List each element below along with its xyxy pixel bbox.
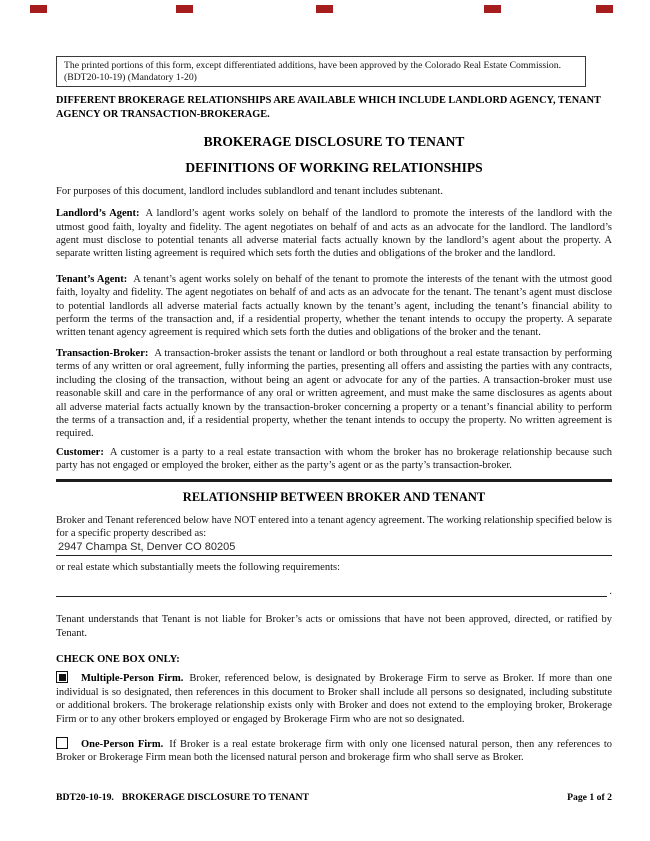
definition-transaction-broker [56,347,612,441]
trailing-period: . [609,586,612,598]
definition-landlords-agent [56,207,612,261]
page-footer [56,791,612,804]
definition-term: Transaction-Broker: [56,347,149,359]
liability-statement: Tenant understands that Tenant is not liable for Broker’s acts or omissions that have not been approved, directed, or ratified by Tenant. [56,614,612,639]
section-divider [56,479,612,482]
definition-text: A transaction-broker assists the tenant or landlord or both throughout a real estate transaction by performing terms of any written or oral agreement, fully informing the parties, presenting all offers and assisting the parties with any contracts, including the closing of the transaction, without being an agent or advocate for any of the parties. A transaction-broker must use reasonable skill and care in the performance of any oral or written agreement, and must make the same disclosures as agents about all adverse material facts actually known by the transaction-broker concerning a property or a tenant’s financial ability to perform the terms of a transaction and, if a residential property, whether the tenant intends to occupy the property. No written agreement is required. [56,347,612,440]
property-address-value[interactable]: 2947 Champa St, Denver CO 80205 [58,540,236,553]
relationship-heading: RELATIONSHIP BETWEEN BROKER AND TENANT [182,489,486,504]
option-text: If Broker is a real estate brokerage firm with only one licensed natural person, then any references to Broker or Brokerage Firm mean both the licensed natural person and brokerage firm who shall serve as Broker. [56,739,613,764]
document-content [56,56,612,765]
definition-term: Landlord’s Agent: [56,208,140,220]
multiple-person-firm-option [56,671,612,726]
one-person-firm-option [56,737,612,765]
document-title: BROKERAGE DISCLOSURE TO TENANT [203,134,465,149]
requirements-row [56,583,612,597]
check-one-box-heading: CHECK ONE BOX ONLY: [56,653,180,665]
definition-term: Customer: [56,446,104,458]
commission-approval-box [56,56,586,87]
definition-text: A landlord’s agent works solely on behalf of the landlord to promote the interests of the landlord with the utmost good faith, loyalty and fidelity. The agent negotiates on behalf of and acts as an advocate for the landlord. The landlord’s agent must disclose to potential tenants all adverse material facts actually known by the landlord’s agent about the property. A separate written listing agreement is required which sets forth the duties and obligations of the broker and the landlord. [56,208,612,260]
definition-tenants-agent [56,273,612,340]
brokerage-relationships-notice: DIFFERENT BROKERAGE RELATIONSHIPS ARE AVAILABLE WHICH INCLUDE LANDLORD AGENCY, TENANT AGENCY OR TRANSACTION-BROKERAGE. [56,95,601,120]
requirements-field[interactable] [56,583,607,597]
definitions-heading: DEFINITIONS OF WORKING RELATIONSHIPS [185,160,483,176]
footer-page-number: Page 1 of 2 [567,792,612,803]
definition-term: Tenant’s Agent: [56,273,128,285]
property-description-field[interactable] [56,541,612,556]
option-label: Multiple-Person Firm. [81,673,184,685]
purpose-statement: For purposes of this document, landlord includes sublandlord and tenant includes subtenant. [56,185,443,197]
definition-text: A customer is a party to a real estate transaction with whom the broker has no brokerage relationship because such party has not engaged or employed the broker, either as the party’s agent or as the party’s transaction-broker. [56,446,612,472]
red-scan-artifact-mark [316,5,333,13]
definition-customer [56,446,612,473]
footer-form-code: BDT20-10-19. [56,792,114,803]
footer-form-reference [56,791,317,804]
multiple-person-firm-checkbox[interactable] [56,671,68,683]
definition-text: A tenant’s agent works solely on behalf of the tenant to promote the interests of the tenant with the utmost good faith, loyalty and fidelity. The agent negotiates on behalf of and acts as an advocate for the tenant. The tenant’s agent must disclose to potential landlords all adverse material facts actually known by the tenant’s agent, including the tenant’s financial ability to perform the terms of the transaction and, if a residential property, whether the tenant intends to occupy the property. A separate written tenant agency agreement is required which sets forth the duties and obligations of the broker and the tenant. [56,273,612,339]
one-person-firm-checkbox[interactable] [56,737,68,749]
relationship-intro: Broker and Tenant referenced below have NOT entered into a tenant agency agreement. The working relationship specified below is for a specific property described as: [56,514,612,540]
option-label: One-Person Firm. [81,739,164,750]
red-scan-artifact-mark [176,5,193,13]
requirements-label: or real estate which substantially meets the following requirements: [56,561,341,573]
red-scan-artifact-mark [484,5,501,13]
approval-line-2: (BDT20-10-19) (Mandatory 1-20) [64,71,197,83]
red-scan-artifact-mark [596,5,613,13]
option-text: Broker, referenced below, is designated by Brokerage Firm to serve as Broker. If more than one individual is so designated, then references in this document to Broker shall include all persons so designated, including substitute or additional brokers. The brokerage relationship exists only with Broker and does not extend to the employing broker, Brokerage Firm or to any other brokers employed or engaged by Brokerage Firm who are not so designated. [56,673,612,725]
approval-line-1: The printed portions of this form, except differentiated additions, have been approved by the Colorado Real Estate Commission. [64,60,561,71]
footer-form-title: BROKERAGE DISCLOSURE TO TENANT [121,792,309,803]
red-scan-artifact-mark [30,5,47,13]
